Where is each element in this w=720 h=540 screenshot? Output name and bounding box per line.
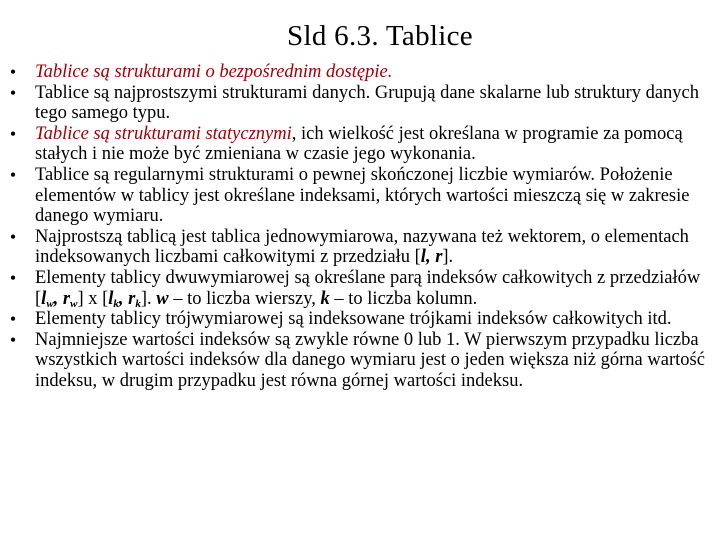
range-lower-symbol: l [420,247,426,268]
bullet-icon: • [9,226,17,247]
row-range-comma: , [53,288,63,309]
bullet-item-4 [0,165,720,227]
bullet-item-3 [0,124,720,165]
range-comma: , [425,247,436,268]
bullet-text: Tablice są strukturami o bezpośrednim dostępie. [35,62,393,82]
bullet-item-7 [0,309,720,330]
cols-text: – to liczba kolumn. [329,288,478,309]
range-close: ]. [140,288,157,309]
bullet-icon: • [9,82,17,103]
bullet-text: , ich wielkość jest określana w programie za pomocą stałych i nie może być zmieniana w czasie jego wykonania. [35,123,683,165]
bullet-item-8 [0,330,720,392]
cols-symbol: k [320,288,330,309]
bullet-text-end: ]. [442,247,454,268]
bullet-item-2 [0,83,720,124]
bullet-icon: • [9,309,17,330]
slide-title: Sld 6.3. Tablice [287,20,473,52]
bullet-icon: • [9,329,17,350]
bullet-text: Tablice są regularnymi strukturami o pewnej skończonej liczbie wymiarów. Położenie elementów w tablicy jest określane indeksami, których wartości mieszczą się w zakresie danego wymiaru. [35,164,690,227]
bullet-text: Najprostszą tablicą jest tablica jednowymiarowa, nazywana też wektorem, o elementach indeksowanych liczbami całkowitymi z przedziału [ [35,226,689,268]
bullet-icon: • [9,62,17,82]
row-range-upper: r [62,288,71,309]
bullet-text: Tablice są najprostszymi strukturami danych. Grupują dane skalarne lub struktury danych tego samego typu. [35,82,700,124]
rows-symbol: w [156,288,169,309]
bullet-icon: • [9,164,17,185]
bullet-item-6 [0,268,720,309]
bullet-text: Elementy tablicy trójwymiarowej są indeksowane trójkami indeksów całkowitych itd. [35,309,672,330]
bullet-icon: • [9,123,17,144]
col-range-lower-sub: k [113,297,119,310]
bullet-item-5 [0,227,720,268]
range-separator: ] x [ [77,288,109,309]
row-range-lower-sub: w [46,297,54,310]
row-range-lower: l [41,288,47,309]
bullet-text: Elementy tablicy dwuwymiarowej są określane parą indeksów całkowitych z przedziałów [ [35,267,701,309]
range-upper-symbol: r [435,247,443,268]
bullet-emphasis: Tablice są strukturami statycznymi [35,123,292,144]
row-range-upper-sub: w [70,297,78,310]
col-range-lower: l [108,288,114,309]
bullet-list [0,62,720,392]
bullet-text: Najmniejsze wartości indeksów są zwykle równe 0 lub 1. W pierwszym przypadku liczba wszystkich wartości indeksów dla danego wymiaru jest o jeden większa niż górna wartość indeksu, w drugim przypadku jest równa górnej wartości indeksu. [35,329,705,391]
col-range-upper: r [128,288,136,309]
col-range-comma: , [118,288,129,309]
rows-text: – to liczba wierszy, [168,288,321,309]
bullet-icon: • [9,267,17,288]
col-range-upper-sub: k [135,297,141,310]
bullet-item-1 [0,62,720,83]
